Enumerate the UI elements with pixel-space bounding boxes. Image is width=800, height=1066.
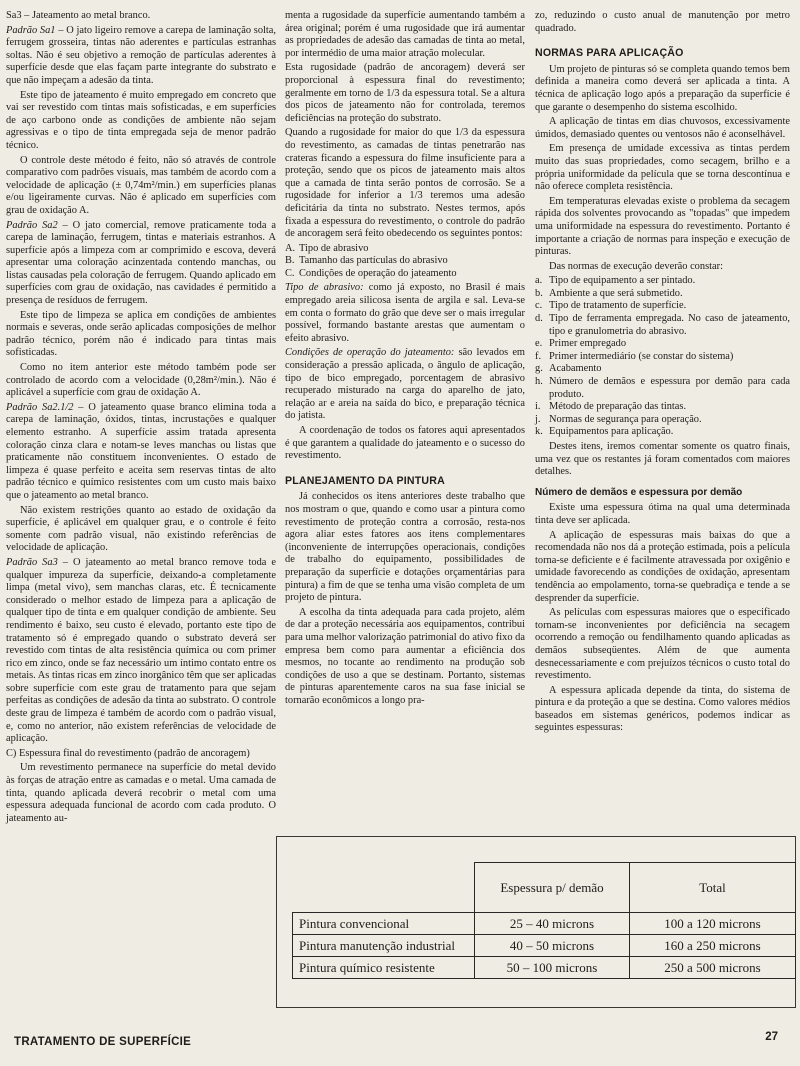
list-marker: b.	[535, 287, 543, 299]
paragraph: A escolha da tinta adequada para cada projeto, além de dar a proteção necessária aos equipamentos, contribui para uma melhor valorização patrimonial do ativo fixo da empresa bem como para aumentar a eficiência dos mesmos, no tocante ao rendimento na produção sob condições de uso a que se destinam. Portanto, sistemas de pinturas aparentemente caros na sua fase inicial se tornarão econômicos a longo pra-	[285, 606, 525, 706]
paragraph: O controle deste método é feito, não só através de controle comparativo com padrões visuais, mas também de acordo com a velocidade de aplicação (± 0,74m²/min.) em superfícies planas e/ou ligeiramente curvas. Não é aplicado em superfícies com grau de oxidação A.	[6, 154, 276, 216]
paragraph-text: – O jato comercial, remove praticamente toda a carepa de laminação, ferrugem, tintas e materiais estranhos. A superfície após a limpeza com ar comprimido e escova, deverá apresentar uma coloração acinzentada contendo manchas, ou listas causadas pela coloração de ferrugem. Quando aplicado em superfícies com grau de oxidação, nas cavidades é permitido a presença de resíduos de ferrugem.	[6, 219, 276, 307]
paragraph: Em temperaturas elevadas existe o problema da secagem rápida dos solventes provocando as "topadas" que impedem uma uniformidade na espessura do revestimento. Portanto é importante a criação de normas para inspeção e execução de pinturas.	[535, 195, 790, 258]
paragraph: Um revestimento permanece na superfície do metal devido às forças de atração entre as camadas e o metal. Uma camada de tinta, quando aplicada deverá recobrir o metal com uma espessura adequada funcional de acordo com cada produto. O jateamento au-	[6, 762, 276, 824]
list-item-text: Tipo de equipamento a ser pintado.	[549, 275, 696, 287]
table-cell: Pintura convencional	[293, 913, 475, 935]
pattern-label: Padrão Sa1	[6, 24, 56, 36]
table-cell: Pintura químico resistente	[293, 957, 475, 979]
table-cell: 50 – 100 microns	[475, 957, 630, 979]
paragraph: A aplicação de espessuras mais baixas do que a recomendada não nos dá a proteção estimada, pois a película torna-se deficiente e é facilmente atravessada por oxigênio e umidade favorecendo as condições de oxidação, apresentam tendência ao empolamento, torna-se quebradiça e tende a se desprender da superfície.	[535, 529, 790, 604]
execution-norms-list	[535, 275, 790, 439]
paragraph: Como no item anterior este método também pode ser controlado de acordo com a velocidade (0,28m²/min.). Não é aplicável a superfície com grau de oxidação A.	[6, 362, 276, 399]
list-item-text: Primer intermediário (se constar do sistema)	[549, 350, 734, 362]
paragraph: zo, reduzindo o custo anual de manutenção por metro quadrado.	[535, 10, 790, 34]
table-cell: 40 – 50 microns	[475, 935, 630, 957]
paragraph: Já conhecidos os itens anteriores deste trabalho que nos mostram o que, quando e como usar a pintura como revestimento de proteção contra a corrosão, resta-nos agora aliar estes fatores aos itens complementares (inconveniente de interrupções operacionais, condições de trabalho do equipamento, possibilidades de preparação da superfície e dotações orçamentárias para pintura) a fim de que se tenha uma visão completa de um projeto de pintura.	[285, 491, 525, 604]
list-item	[535, 414, 790, 427]
table-header-row	[293, 863, 796, 913]
pattern-label: Padrão Sa2.1/2	[6, 401, 74, 413]
list-item	[535, 313, 790, 338]
list-item-text: Tipo de ferramenta empregada. No caso de jateamento, tipo e granulometria do abrasivo.	[549, 313, 790, 337]
page-number: 27	[765, 1031, 778, 1043]
list-item	[535, 338, 790, 351]
list-item	[535, 401, 790, 414]
table-header-cell	[293, 863, 475, 913]
term-label: Condições de operação do jateamento:	[285, 347, 455, 359]
list-item	[285, 243, 525, 256]
list-item-text: Tipo de tratamento de superfície.	[549, 300, 687, 312]
paragraph: Existe uma espessura ótima na qual uma determinada tinta deve ser aplicada.	[535, 502, 790, 526]
paragraph: A espessura aplicada depende da tinta, do sistema de pintura e da proteção a que se destina. Como valores médios baseados em sistemas genéricos, podemos indicar as seguintes espessuras:	[535, 684, 790, 734]
list-marker: k.	[535, 426, 543, 438]
paragraph-text: são levados em consideração a pressão aplicada, o ângulo de aplicação, tipo de bico empregado, porcentagem de abrasivo recuperado misturado na carga do aparelho de jato, relação ar e areia na saída do bico, e preparação técnica do jatista.	[285, 347, 526, 422]
list-item	[285, 255, 525, 268]
paragraph: Quando a rugosidade for maior do que 1/3 da espessura do revestimento, as camadas de tintas penetrarão nas crateras ficando a espessura do filme insuficiente para a proteção, sendo que os picos de jateamento mais altos que a camada de tinta serão pontos de corrosão. Se a rugosidade for inferior a 1/3 teremos uma adesão deficitária da tinta no substrato. Nestes termos, após fixada a espessura do revestimento, o controle do padrão de ancoragem será feito obedecendo os seguintes pontos:	[285, 127, 525, 240]
paragraph: Destes itens, iremos comentar somente os quatro finais, uma vez que os restantes já foram comentados com maiores detalhes.	[535, 441, 790, 478]
thickness-table	[292, 862, 796, 979]
table-row	[293, 935, 796, 957]
list-marker: A.	[285, 242, 296, 254]
list-item-text: Número de demãos e espessura por demão para cada produto.	[549, 376, 790, 400]
subsection-heading-demaos: Número de demãos e espessura por demão	[535, 486, 743, 498]
paragraph: C) Espessura final do revestimento (padrão de ancoragem)	[6, 747, 250, 759]
list-marker: B.	[285, 255, 295, 267]
term-label: Tipo de abrasivo:	[285, 282, 364, 294]
list-item-text: Método de preparação das tintas.	[549, 401, 687, 413]
text-column-1	[6, 10, 276, 1020]
ancoragem-points-list	[285, 243, 525, 281]
list-item-text: Equipamentos para aplicação.	[549, 426, 674, 438]
list-marker: C.	[285, 267, 295, 279]
paragraph: As películas com espessuras maiores que o especificado tornam-se inconvenientes por deficiência na secagem ocorrendo a remoção ou fendilhamento quando aplicadas as demãos subseqüentes. Além de que aumenta desnecessariamente e com prejuízos técnicos o custo total do revestimento.	[535, 607, 790, 682]
text-column-3	[535, 10, 790, 815]
list-item	[535, 351, 790, 364]
paragraph: Em presença de umidade excessiva as tintas perdem muito das suas propriedades, como secagem, brilho e a própria uniformidade da película que se torna descontínua e não oferece completa resistência.	[535, 143, 790, 193]
list-item-text: Condições de operação do jateamento	[299, 267, 457, 279]
list-marker: e.	[535, 338, 543, 350]
table-cell: 100 a 120 microns	[630, 913, 796, 935]
paragraph: menta a rugosidade da superfície aumentando também a área original; porém é uma rugosidade que irá aumentar as propriedades de adesão das camadas de tinta ao metal, por intermédio de uma maior atração molecular.	[285, 10, 525, 59]
list-item	[535, 376, 790, 401]
table-cell: 160 a 250 microns	[630, 935, 796, 957]
paragraph	[6, 402, 276, 503]
list-item-text: Normas de segurança para operação.	[549, 413, 702, 425]
table-cell: Pintura manutenção industrial	[293, 935, 475, 957]
list-item	[535, 363, 790, 376]
list-marker: i.	[535, 401, 541, 413]
paragraph	[285, 282, 525, 345]
paragraph-text: – O jateamento ao metal branco remove toda e qualquer impureza da superfície, deixando-a completamente limpa (metal vivo), sem manchas claras, etc. É tecnicamente considerado o melhor estado de limpeza para a aplicação de qualquer tipo de tinta e em qualquer condição de ambiente. Seu rendimento é baixo, seu custo é elevado, portanto este tipo de tratamento só é empregado quando o substrato deverá ser revestido com tintas de alta resistência química ou com primer rico em zinco, onde se faz necessário um íntimo contato entre os metais. As tintas ricas em zinco inorgânico têm que ser aplicadas sobre superfície com este grau de tratamento para que sejam perfeitas as condições de adesão da tinta ao substrato. O controle deste grau de limpeza é também de acordo com o padrão visual, e, como no anterior, não existem referências de velocidade de aplicação.	[6, 556, 276, 745]
paragraph: Um projeto de pinturas só se completa quando temos bem definida a maneira como deverá ser aplicada a tinta. A técnica de aplicação logo após a preparação da superfície é que garante o desempenho do sistema escolhido.	[535, 63, 790, 113]
paragraph-text: – O jato ligeiro remove a carepa de laminação solta, ferrugem grosseira, tintas não aderentes e partículas estranhas soltas. Não é seu objetivo a remoção de partículas aderentes à superfície desde que elas façam parte integrante do substrato e que não impeçam a adesão da tinta.	[6, 24, 276, 86]
list-item-text: Tamanho das partículas do abrasivo	[299, 255, 448, 267]
list-item-text: Ambiente a que será submetido.	[549, 287, 683, 299]
paragraph	[6, 557, 276, 746]
footer-section-title: TRATAMENTO DE SUPERFÍCIE	[14, 1036, 192, 1048]
paragraph: Das normas de execução deverão constar:	[549, 260, 723, 272]
paragraph: Este tipo de jateamento é muito empregado em concreto que vai ser revestido com tintas mais sofisticadas, e em superfícies de aço carbono onde as condições de ambiente não sejam agressivas e o tipo de tinta empregada seja de menor padrão técnico.	[6, 89, 276, 151]
list-marker: c.	[535, 300, 543, 312]
list-marker: h.	[535, 376, 543, 388]
paragraph	[285, 347, 525, 423]
section-heading-planejamento: PLANEJAMENTO DA PINTURA	[285, 474, 445, 487]
paragraph	[6, 220, 276, 308]
list-item	[535, 426, 790, 439]
list-marker: j.	[535, 413, 541, 425]
table-row	[293, 913, 796, 935]
paragraph-text: – O jateamento quase branco elimina toda a carepa de laminação, óxidos, tintas, incrustações e qualquer elemento estranho. A superfície assim tratada apresenta coloração cinza clara e notam-se leves manchas ou listas que praticamente não constituem inconvenientes. O estado de limpeza é quase perfeito e aceita sem reservas tintas de alto padrão técnico e químico resistentes com um custo mais baixo que o jateamento ao metal branco.	[6, 401, 276, 501]
pattern-label: Padrão Sa2	[6, 219, 58, 231]
list-item	[535, 275, 790, 288]
list-marker: a.	[535, 275, 543, 287]
text-column-2	[285, 10, 526, 706]
list-item-text: Primer empregado	[549, 338, 627, 350]
paragraph-text: como já exposto, no Brasil é mais empregado areia silicosa isenta de argila e sal. Leva-se em conta o formato do grão que deve ser o mais irregular possível, formando bastante arestas que aumentam o efeito abrasivo.	[285, 282, 525, 344]
section-heading-normas: NORMAS PARA APLICAÇÃO	[535, 47, 684, 60]
table-header-cell: Total	[630, 863, 796, 913]
list-item	[535, 288, 790, 301]
table-cell: 25 – 40 microns	[475, 913, 630, 935]
paragraph	[6, 25, 276, 88]
pattern-label: Padrão Sa3	[6, 556, 58, 568]
list-item	[285, 268, 525, 281]
list-marker: d.	[535, 313, 543, 325]
table-row	[293, 957, 796, 979]
list-item-text: Acabamento	[549, 363, 602, 375]
list-marker: g.	[535, 363, 543, 375]
list-marker: f.	[535, 350, 542, 362]
paragraph: A coordenação de todos os fatores aqui apresentados é que garantem a qualidade do jateamento e o sucesso do revestimento.	[285, 425, 525, 462]
list-item	[535, 300, 790, 313]
paragraph: Sa3 – Jateamento ao metal branco.	[6, 10, 151, 21]
paragraph: Este tipo de limpeza se aplica em condições de ambientes normais e severas, onde serão aplicadas composições de melhor padrão técnico, porém não é indicado para tintas mais sofisticadas.	[6, 309, 276, 359]
paragraph: Esta rugosidade (padrão de ancoragem) deverá ser proporcional à espessura final do revestimento; geralmente em torno de 1/3 da espessura total. Se a altura dos picos de jateamento não for controlada, teremos deficiências na proteção do substrato.	[285, 62, 525, 124]
paragraph: A aplicação de tintas em dias chuvosos, excessivamente úmidos, demasiado quentes ou ventosos não é aconselhável.	[535, 116, 790, 140]
table-cell: 250 a 500 microns	[630, 957, 796, 979]
paragraph: Não existem restrições quanto ao estado de oxidação da superfície, é aplicável em qualquer grau, e o controle é feito somente com padrão visual, não existindo referências de velocidade de aplicação.	[6, 504, 276, 554]
list-item-text: Tipo de abrasivo	[299, 242, 369, 254]
table-header-cell: Espessura p/ demão	[475, 863, 630, 913]
